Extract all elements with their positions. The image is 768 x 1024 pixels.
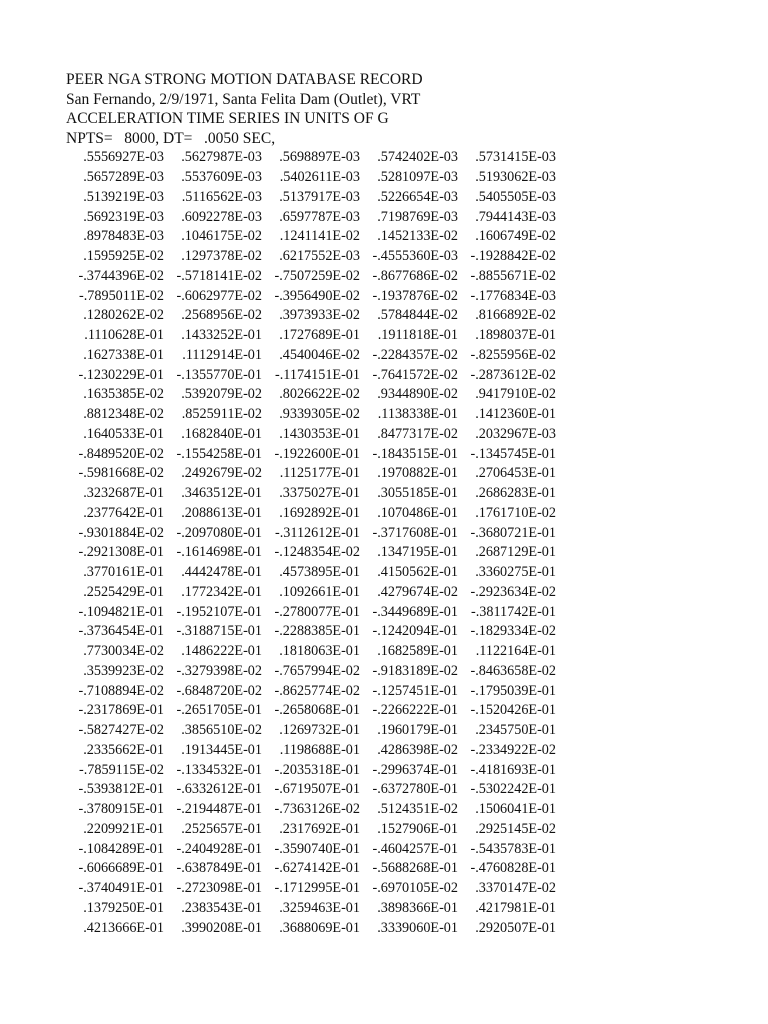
data-value: .1486222E-01 <box>181 643 262 660</box>
data-value: -.1520426E-01 <box>470 702 556 719</box>
data-value: .1379250E-01 <box>83 899 164 916</box>
data-row <box>66 603 746 623</box>
data-row <box>66 899 746 919</box>
data-value: -.1230229E-01 <box>78 366 164 383</box>
data-value: -.8625774E-02 <box>274 682 360 699</box>
data-value: .2377642E-01 <box>83 504 164 521</box>
data-value: .2335662E-01 <box>83 741 164 758</box>
data-value: -.2097080E-01 <box>176 524 262 541</box>
data-value: .8477317E-02 <box>377 425 458 442</box>
data-value: .3259463E-01 <box>279 899 360 916</box>
data-value: .1506041E-01 <box>475 801 556 818</box>
data-value: .2383543E-01 <box>181 899 262 916</box>
data-row <box>66 464 746 484</box>
data-value: -.2317869E-01 <box>78 702 164 719</box>
data-row <box>66 484 746 504</box>
data-value: .1280262E-02 <box>83 307 164 324</box>
data-value: -.3780915E-01 <box>78 801 164 818</box>
data-row <box>66 583 746 603</box>
data-value: .1070486E-01 <box>377 504 458 521</box>
data-value: .1110628E-01 <box>84 327 164 344</box>
data-row <box>66 642 746 662</box>
data-value: .3055185E-01 <box>377 485 458 502</box>
data-value: .7944143E-03 <box>475 208 556 225</box>
data-value: .1347195E-01 <box>377 544 458 561</box>
data-value: .2525657E-01 <box>181 820 262 837</box>
data-value: -.1084289E-01 <box>78 840 164 857</box>
data-value: .2706453E-01 <box>475 465 556 482</box>
data-value: .1727689E-01 <box>279 327 360 344</box>
data-value: .9339305E-02 <box>279 406 360 423</box>
data-value: .1269732E-01 <box>279 722 360 739</box>
data-value: -.4181693E-01 <box>470 761 556 778</box>
data-row <box>66 425 746 445</box>
data-value: -.3956490E-02 <box>274 287 360 304</box>
data-value: -.3736454E-01 <box>78 623 164 640</box>
data-value: .1430353E-01 <box>279 425 360 442</box>
data-value: -.1922600E-01 <box>274 445 360 462</box>
data-value: .2032967E-03 <box>475 425 556 442</box>
data-row <box>66 820 746 840</box>
data-value: .1433252E-01 <box>181 327 262 344</box>
data-value: .5698897E-03 <box>279 149 360 166</box>
data-value: -.9301884E-02 <box>78 524 164 541</box>
data-value: .5139219E-03 <box>83 188 164 205</box>
data-value: -.5827427E-02 <box>78 722 164 739</box>
data-value: -.2921308E-01 <box>78 544 164 561</box>
data-value: .5784844E-02 <box>377 307 458 324</box>
data-value: .2492679E-02 <box>181 465 262 482</box>
data-value: .3232687E-01 <box>83 485 164 502</box>
data-value: .3370147E-02 <box>475 880 556 897</box>
data-value: -.2996374E-01 <box>372 761 458 778</box>
data-value: -.4604257E-01 <box>372 840 458 857</box>
data-value: .4540046E-02 <box>279 346 360 363</box>
data-value: -.1248354E-02 <box>274 544 360 561</box>
data-row <box>66 346 746 366</box>
data-row <box>66 563 746 583</box>
data-value: .1682589E-01 <box>377 643 458 660</box>
data-row <box>66 306 746 326</box>
data-value: -.3811742E-01 <box>471 603 556 620</box>
data-value: .3990208E-01 <box>181 919 262 936</box>
data-value: .1122164E-01 <box>475 643 556 660</box>
data-row <box>66 208 746 228</box>
data-row <box>66 919 746 939</box>
data-value: .4442478E-01 <box>181 564 262 581</box>
data-value: -.4555360E-03 <box>372 248 458 265</box>
data-value: -.5688268E-01 <box>372 860 458 877</box>
data-value: -.2723098E-01 <box>176 880 262 897</box>
data-value: -.1242094E-01 <box>372 623 458 640</box>
data-value: -.5302242E-01 <box>470 781 556 798</box>
data-value: -.6387849E-01 <box>176 860 262 877</box>
data-value: -.7641572E-02 <box>372 366 458 383</box>
data-value: -.5718141E-02 <box>176 267 262 284</box>
data-value: -.7108894E-02 <box>78 682 164 699</box>
data-value: .8525911E-02 <box>181 406 262 423</box>
data-value: -.5393812E-01 <box>78 781 164 798</box>
data-value: .1527906E-01 <box>377 820 458 837</box>
data-value: .1046175E-02 <box>181 228 262 245</box>
data-row <box>66 543 746 563</box>
data-value: -.6062977E-02 <box>176 287 262 304</box>
data-value: -.3744396E-02 <box>78 267 164 284</box>
data-value: .1913445E-01 <box>181 741 262 758</box>
data-value: -.1952107E-01 <box>176 603 262 620</box>
data-value: -.6332612E-01 <box>176 781 262 798</box>
data-value: -.6970105E-02 <box>372 880 458 897</box>
data-value: .5281097E-03 <box>377 169 458 186</box>
data-value: .2317692E-01 <box>279 820 360 837</box>
data-value: .1125177E-01 <box>279 465 360 482</box>
data-value: -.6066689E-01 <box>78 860 164 877</box>
data-value: .1092661E-01 <box>279 583 360 600</box>
data-value: -.1355770E-01 <box>176 366 262 383</box>
data-value: .5556927E-03 <box>83 149 164 166</box>
data-value: .1911818E-01 <box>377 327 458 344</box>
data-value: .1297378E-02 <box>181 248 262 265</box>
data-value: .8166892E-02 <box>475 307 556 324</box>
data-value: .1692892E-01 <box>279 504 360 521</box>
data-value: .2088613E-01 <box>181 504 262 521</box>
data-row <box>66 247 746 267</box>
data-value: .6217552E-03 <box>279 248 360 265</box>
data-value: .3539923E-02 <box>83 662 164 679</box>
data-value: -.1776834E-03 <box>470 287 556 304</box>
data-row <box>66 761 746 781</box>
data-value: -.7363126E-02 <box>274 801 360 818</box>
data-row <box>66 780 746 800</box>
data-value: .1898037E-01 <box>475 327 556 344</box>
data-row <box>66 800 746 820</box>
data-value: .1595925E-02 <box>83 248 164 265</box>
data-value: -.2658068E-01 <box>274 702 360 719</box>
data-value: .5116562E-03 <box>181 188 262 205</box>
data-value: .3463512E-01 <box>181 485 262 502</box>
data-value: -.1829334E-02 <box>470 623 556 640</box>
data-row <box>66 227 746 247</box>
record-title: PEER NGA STRONG MOTION DATABASE RECORD <box>66 71 423 88</box>
data-value: .2925145E-02 <box>475 820 556 837</box>
data-value: .5226654E-03 <box>377 188 458 205</box>
data-row <box>66 879 746 899</box>
data-value: -.3449689E-01 <box>372 603 458 620</box>
data-value: -.2404928E-01 <box>176 840 262 857</box>
data-value: -.1712995E-01 <box>274 880 360 897</box>
data-row <box>66 504 746 524</box>
data-value: -.6274142E-01 <box>274 860 360 877</box>
data-value: -.7507259E-02 <box>274 267 360 284</box>
data-value: .3898366E-01 <box>377 899 458 916</box>
data-value: .5402611E-03 <box>279 169 360 186</box>
data-value: -.1554258E-01 <box>176 445 262 462</box>
data-row <box>66 524 746 544</box>
data-value: .1412360E-01 <box>475 406 556 423</box>
data-value: -.5435783E-01 <box>470 840 556 857</box>
data-value: .6092278E-03 <box>181 208 262 225</box>
data-value: .1452133E-02 <box>377 228 458 245</box>
data-value: .5731415E-03 <box>475 149 556 166</box>
data-value: -.1614698E-01 <box>176 544 262 561</box>
data-value: -.3717608E-01 <box>372 524 458 541</box>
data-value: -.3279398E-02 <box>176 662 262 679</box>
data-value: -.6848720E-02 <box>176 682 262 699</box>
data-row <box>66 682 746 702</box>
data-value: -.1257451E-01 <box>372 682 458 699</box>
data-value: .2686283E-01 <box>475 485 556 502</box>
data-value: -.3590740E-01 <box>274 840 360 857</box>
data-value: -.9183189E-02 <box>372 662 458 679</box>
data-row <box>66 168 746 188</box>
data-row <box>66 701 746 721</box>
data-row <box>66 859 746 879</box>
data-value: -.2923634E-02 <box>470 583 556 600</box>
data-value: .5124351E-02 <box>377 801 458 818</box>
data-row <box>66 287 746 307</box>
data-value: .5537609E-03 <box>181 169 262 186</box>
record-units-line: ACCELERATION TIME SERIES IN UNITS OF G <box>66 110 389 128</box>
data-value: .2525429E-01 <box>83 583 164 600</box>
data-value: .5627987E-03 <box>181 149 262 166</box>
data-value: .6597787E-03 <box>279 208 360 225</box>
data-value: -.6372780E-01 <box>372 781 458 798</box>
data-row <box>66 741 746 761</box>
data-value: -.1345745E-01 <box>470 445 556 462</box>
data-value: -.1928842E-02 <box>470 248 556 265</box>
data-value: -.3188715E-01 <box>176 623 262 640</box>
data-value: .1606749E-02 <box>475 228 556 245</box>
data-value: .8026622E-02 <box>279 386 360 403</box>
data-value: .5405505E-03 <box>475 188 556 205</box>
data-value: .3856510E-02 <box>181 722 262 739</box>
data-value: .2568956E-02 <box>181 307 262 324</box>
data-row <box>66 326 746 346</box>
record-sampling-line: NPTS= 8000, DT= .0050 SEC, <box>66 129 276 147</box>
data-value: .1241141E-02 <box>279 228 360 245</box>
acceleration-data-table <box>66 148 746 938</box>
data-value: .5193062E-03 <box>475 169 556 186</box>
data-value: .9417910E-02 <box>475 386 556 403</box>
data-value: .1818063E-01 <box>279 643 360 660</box>
data-value: .1627338E-01 <box>83 346 164 363</box>
data-value: .5392079E-02 <box>181 386 262 403</box>
data-value: -.4760828E-01 <box>470 860 556 877</box>
data-row <box>66 662 746 682</box>
data-value: -.2873612E-02 <box>470 366 556 383</box>
data-value: .4213666E-01 <box>83 919 164 936</box>
data-row <box>66 721 746 741</box>
data-value: .3339060E-01 <box>377 919 458 936</box>
data-value: -.3680721E-01 <box>470 524 556 541</box>
data-row <box>66 188 746 208</box>
data-value: .8978483E-03 <box>83 228 164 245</box>
data-value: .4286398E-02 <box>377 741 458 758</box>
data-value: .1138338E-01 <box>377 406 458 423</box>
data-row <box>66 366 746 386</box>
data-value: .1635385E-02 <box>83 386 164 403</box>
data-value: .1970882E-01 <box>377 465 458 482</box>
record-event-info: San Fernando, 2/9/1971, Santa Felita Dam (Outlet), VRT <box>66 90 421 108</box>
data-value: .1112914E-01 <box>182 346 262 363</box>
data-value: .1772342E-01 <box>181 583 262 600</box>
data-value: -.2266222E-01 <box>372 702 458 719</box>
data-value: -.1094821E-01 <box>78 603 164 620</box>
data-value: -.7895011E-02 <box>79 287 164 304</box>
data-value: .1198688E-01 <box>279 741 360 758</box>
data-value: -.2780077E-01 <box>274 603 360 620</box>
data-value: .8812348E-02 <box>83 406 164 423</box>
data-value: -.5981668E-02 <box>78 465 164 482</box>
data-value: .4279674E-02 <box>377 583 458 600</box>
data-value: .4150562E-01 <box>377 564 458 581</box>
data-value: -.2651705E-01 <box>176 702 262 719</box>
data-value: -.2035318E-01 <box>274 761 360 778</box>
data-row <box>66 385 746 405</box>
data-value: .2209921E-01 <box>83 820 164 837</box>
data-row <box>66 840 746 860</box>
data-value: .5742402E-03 <box>377 149 458 166</box>
data-value: -.8677686E-02 <box>372 267 458 284</box>
data-value: -.3740491E-01 <box>78 880 164 897</box>
data-value: -.7859115E-02 <box>79 761 164 778</box>
data-row <box>66 445 746 465</box>
data-value: .1960179E-01 <box>377 722 458 739</box>
data-row <box>66 405 746 425</box>
data-value: .5657289E-03 <box>83 169 164 186</box>
data-value: -.2194487E-01 <box>176 801 262 818</box>
data-value: .1682840E-01 <box>181 425 262 442</box>
data-row <box>66 267 746 287</box>
data-row <box>66 148 746 168</box>
data-value: .1640533E-01 <box>83 425 164 442</box>
data-value: -.8463658E-02 <box>470 662 556 679</box>
data-value: -.6719507E-01 <box>274 781 360 798</box>
data-value: -.1795039E-01 <box>470 682 556 699</box>
data-value: -.8855671E-02 <box>470 267 556 284</box>
document-page <box>66 70 746 938</box>
data-value: .5137917E-03 <box>279 188 360 205</box>
data-value: .3360275E-01 <box>475 564 556 581</box>
data-value: .2687129E-01 <box>475 544 556 561</box>
data-value: .4573895E-01 <box>279 564 360 581</box>
data-value: -.2288385E-01 <box>274 623 360 640</box>
data-value: .2920507E-01 <box>475 919 556 936</box>
data-value: .9344890E-02 <box>377 386 458 403</box>
data-value: .7730034E-02 <box>83 643 164 660</box>
data-value: .3688069E-01 <box>279 919 360 936</box>
data-value: .3973933E-02 <box>279 307 360 324</box>
data-value: .3770161E-01 <box>83 564 164 581</box>
data-value: .3375027E-01 <box>279 485 360 502</box>
data-value: .5692319E-03 <box>83 208 164 225</box>
data-value: -.8255956E-02 <box>470 346 556 363</box>
data-value: -.1334532E-01 <box>176 761 262 778</box>
data-value: .7198769E-03 <box>377 208 458 225</box>
data-value: -.1843515E-01 <box>372 445 458 462</box>
data-value: .4217981E-01 <box>475 899 556 916</box>
data-value: -.1937876E-02 <box>372 287 458 304</box>
data-value: .2345750E-01 <box>475 722 556 739</box>
data-value: -.1174151E-01 <box>275 366 360 383</box>
data-value: -.7657994E-02 <box>274 662 360 679</box>
data-value: .1761710E-02 <box>475 504 556 521</box>
data-value: -.3112612E-01 <box>275 524 360 541</box>
data-value: -.2284357E-02 <box>372 346 458 363</box>
data-row <box>66 622 746 642</box>
data-value: -.8489520E-02 <box>78 445 164 462</box>
data-value: -.2334922E-02 <box>470 741 556 758</box>
